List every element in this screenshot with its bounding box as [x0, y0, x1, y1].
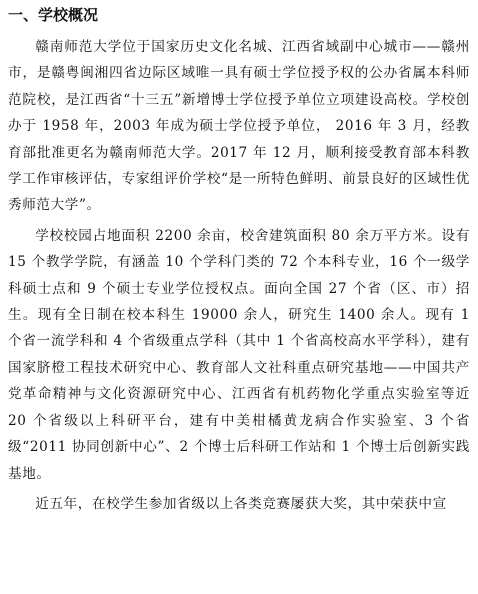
section-heading: 一、学校概况 — [8, 6, 99, 24]
paragraph-overview: 赣南师范大学位于国家历史文化名城、江西省域副中心城市——赣州市，是赣粤闽湘四省边际区域唯一具有硕士学位授予权的公办省属本科师范院校，是江西省“十三五”新增博士学位授予单位立项建设高校。学校创办于 1958 年，2003 年成为硕士学位授予单位， 2016 年 3 月，经教育部批准更名为赣南师范大学。2017 年 12 月，顺利接受教育部本科教学工作审核评估，专家组评价学校“是一所特色鲜明、前景良好的区域性优秀师范大学”。 — [8, 39, 470, 214]
paragraph-achievements: 近五年，在校学生参加省级以上各类竞赛屡获大奖，其中荣获中宣 — [35, 495, 447, 512]
paragraph-campus: 学校校园占地面积 2200 余亩，校舍建筑面积 80 余万平方米。设有 15 个教学学院，有涵盖 10 个学科门类的 72 个本科专业，16 个一级学科硕士点和 9 个硕士专业学位授权点。面向全国 27 个省（区、市）招生。现有全日制在校本科生 19000 余人，研究生 1400 余人。现有 1 个省一流学科和 4 个省级重点学科（其中 1 个省高校高水平学科），建有国家脐橙工程技术研究中心、教育部人文社科重点研究基地——中国共产党革命精神与文化资源研究中心、江西省有机药物化学重点实验室等近 20 个省级以上科研平台，建有中美柑橘黄龙病合作实验室、3 个省级“2011 协同创新中心”、2 个博士后科研工作站和 1 个博士后创新实践基地。 — [8, 227, 470, 482]
